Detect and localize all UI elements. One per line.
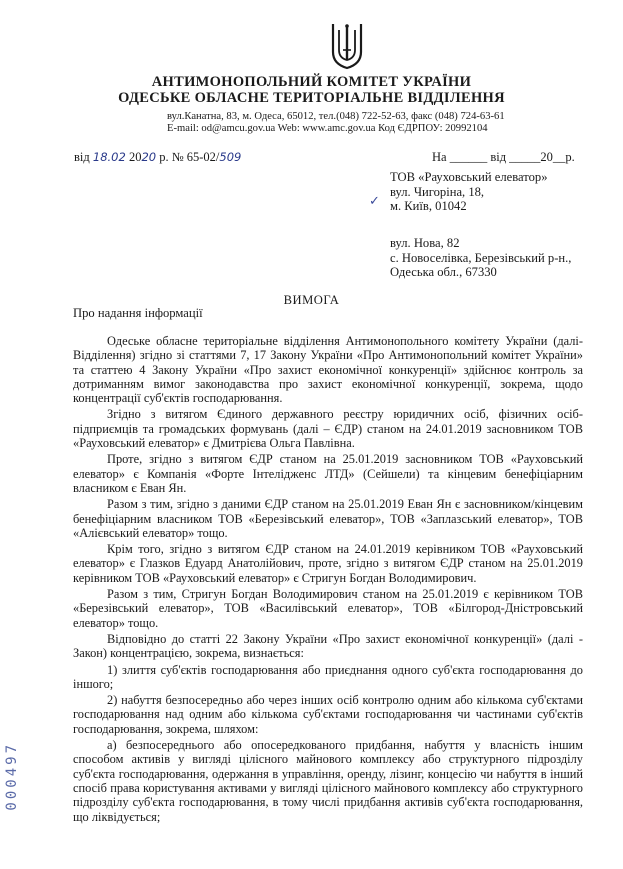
addressee-region: Одеська обл., 67330	[390, 265, 497, 279]
org-name-line1: АНТИМОНОПОЛЬНИЙ КОМІТЕТ УКРАЇНИ	[151, 74, 472, 90]
outgoing-number-prefix: р. № 65-02/	[156, 150, 220, 164]
outgoing-year-prefix: 20	[125, 150, 142, 164]
outgoing-prefix: від	[74, 150, 93, 164]
body-paragraph: 2) набуття безпосередньо або через інших осіб контролю одним або кількома суб'єктами господарювання над одним або кількома суб'єктами господарювання чи частинами суб'єктів господарювання, зокрема, шляхом:	[73, 693, 583, 736]
document-title: ВИМОГА	[283, 293, 340, 307]
body-paragraph: 1) злиття суб'єктів господарювання або приєднання одного суб'єкта господарювання до іншого;	[73, 662, 583, 691]
contact-email-web-line: E-mail: od@amcu.gov.ua Web: www.amc.gov.ua Код ЄДРПОУ: 20992104	[167, 123, 488, 134]
incoming-reference: На ______ від _____20__р.	[432, 150, 575, 164]
registration-stamp-number: 000497	[4, 742, 20, 811]
addressee-street-2: вул. Нова, 82	[390, 236, 460, 250]
body-paragraph: Відповідно до статті 22 Закону України «Про захист економічної конкуренції» (далі - Закон) концентрацією, зокрема, визнається:	[73, 631, 583, 661]
body-paragraph: Одеське обласне територіальне відділення Антимонопольного комітету України (далі-Відділення) згідно зі статтями 7, 17 Закону України «Про Антимонопольний комітет України» та статтею 4 Закону України «Про захист економічної конкуренції» здійснює контроль за дотриманням вимог законодавства про захист економічної конкуренції, зокрема, щодо концентрації суб'єктів господарювання.	[73, 334, 583, 406]
body-paragraph: Разом з тим, згідно з даними ЄДР станом на 25.01.2019 Еван Ян є засновником/кінцевим бенефіціарним власником ТОВ «Березівський елеватор», ТОВ «Заплазський елеватор», ТОВ «Алієвський елеватор» тощо.	[73, 497, 583, 540]
body-paragraph: а) безпосереднього або опосередкованого придбання, набуття у власність іншим способом активів у вигляді цілісного майнового комплексу або структурного підрозділу суб'єкта господарювання, одержання в управління, оренду, лізинг, концесію чи набуття в інший спосіб права користування активами у вигляді цілісного майнового комплексу або структурного підрозділу суб'єкта господарювання, в тому числі придбання активів суб'єкта господарювання, що ліквідується;	[73, 738, 583, 824]
addressee-city: м. Київ, 01042	[390, 199, 467, 213]
outgoing-reference	[74, 150, 241, 165]
check-mark-icon: ✓	[369, 194, 380, 209]
outgoing-date-handwritten: 18.02	[92, 150, 126, 164]
outgoing-number-handwritten: 509	[219, 150, 242, 164]
document-body	[73, 334, 583, 826]
addressee-street: вул. Чигоріна, 18,	[390, 184, 485, 199]
body-paragraph: Крім того, згідно з витягом ЄДР станом на 24.01.2019 керівником ТОВ «Рауховський елеватор» є Глазков Едуард Анатолійович, проте, згідно з витягом ЄДР станом на 25.01.2019 керівником ТОВ «Рауховський елеватор» є Стригун Богдан Володимирович.	[73, 542, 583, 585]
trident-emblem-icon	[330, 20, 364, 70]
addressee-block-secondary	[390, 236, 571, 280]
addressee-village: с. Новоселівка, Березівський р-н.,	[390, 250, 572, 265]
body-paragraph: Разом з тим, Стригун Богдан Володимирович станом на 25.01.2019 є керівником ТОВ «Березівський елеватор», ТОВ «Василівський елеватор», ТОВ «Білгород-Дністровський елеватор» тощо.	[73, 587, 583, 630]
addressee-company: ТОВ «Рауховський елеватор»	[390, 170, 548, 184]
contact-address-line: вул.Канатна, 83, м. Одеса, 65012, тел.(048) 722-52-63, факс (048) 724-63-61	[167, 111, 505, 122]
addressee-block-primary	[390, 170, 548, 214]
body-paragraph: Проте, згідно з витягом ЄДР станом на 25.01.2019 засновником ТОВ «Рауховський елеватор» є Компанія «Форте Інтелідженс ЛТД» (Сейшели) та кінцевим бенефіціарним власником є Еван Ян.	[73, 452, 583, 495]
outgoing-year-handwritten: 20	[141, 150, 157, 164]
org-name-line2: ОДЕСЬКЕ ОБЛАСНЕ ТЕРИТОРІАЛЬНЕ ВІДДІЛЕННЯ	[118, 90, 505, 106]
document-subject: Про надання інформації	[73, 306, 203, 320]
body-paragraph: Згідно з витягом Єдиного державного реєстру юридичних осіб, фізичних осіб-підприємців та громадських формувань (далі – ЄДР) станом на 24.01.2019 засновником ТОВ «Рауховський елеватор» є Дмитрієва Ольга Павлівна.	[73, 407, 583, 451]
